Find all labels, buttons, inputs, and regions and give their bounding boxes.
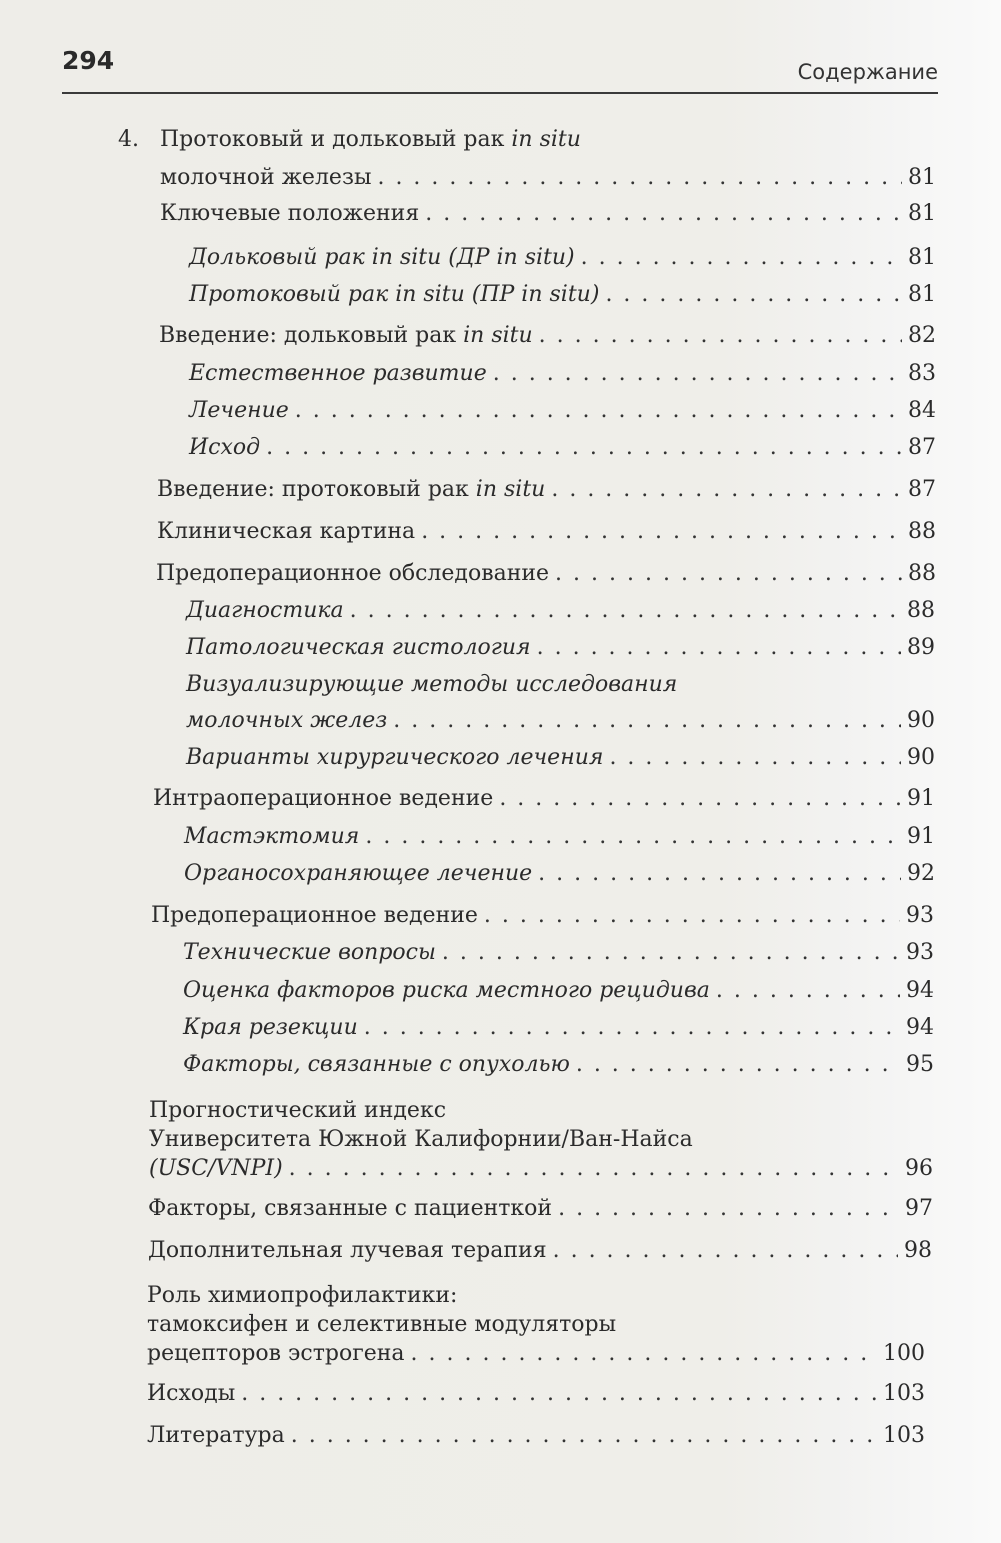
toc-entry-label: Технические вопросы	[183, 940, 436, 965]
toc-entry-chapter[interactable]	[160, 160, 936, 196]
toc-entry-page: 92	[907, 861, 935, 886]
toc-entry-page: 94	[906, 978, 934, 1003]
toc-entry[interactable]	[151, 898, 934, 934]
toc-entry-page: 91	[907, 786, 935, 811]
toc-entry-label: Интраоперационное ведение	[153, 786, 494, 811]
toc-entry-label: Края резекции	[183, 1015, 358, 1040]
dot-leader	[411, 1336, 877, 1372]
label-italic: in situ	[463, 323, 533, 348]
dot-leader	[539, 318, 902, 354]
dot-leader	[605, 277, 902, 313]
toc-entry-label-line2: Университета Южной Калифорнии/Ван-Найса	[149, 1127, 693, 1152]
toc-entry[interactable]	[156, 556, 936, 592]
dot-leader	[499, 781, 901, 817]
toc-entry-page: 81	[908, 165, 936, 190]
toc-entry-page: 100	[883, 1341, 925, 1366]
toc-entry-label: Ключевые положения	[160, 201, 420, 226]
toc-entry-page: 82	[908, 323, 936, 348]
toc-entry-page: 95	[906, 1052, 934, 1077]
dot-leader	[350, 593, 901, 629]
dot-leader	[551, 472, 902, 508]
dot-leader	[558, 1191, 899, 1227]
toc-entry-label-line2: тамоксифен и селективные модуляторы	[147, 1312, 617, 1337]
toc-entry-label: Протоковый рак in situ (ПР in situ)	[189, 282, 600, 307]
toc-entry-label: Органосохраняющее лечение	[184, 861, 533, 886]
dot-leader	[553, 1233, 898, 1269]
toc-entry-page: 89	[907, 635, 935, 660]
toc-entry-label: Исход	[189, 435, 261, 460]
toc-entry-page: 90	[907, 745, 935, 770]
toc-entry[interactable]	[160, 196, 936, 232]
dot-leader	[537, 630, 901, 666]
toc-entry[interactable]	[189, 356, 936, 392]
toc-entry[interactable]	[184, 819, 935, 855]
toc-entry-label: Факторы, связанные с опухолью	[183, 1052, 570, 1077]
toc-entry-label-line1: Роль химиопрофилактики:	[147, 1283, 458, 1308]
chapter-title-prefix: Протоковый и дольковый рак	[160, 127, 512, 152]
toc-entry-label: Варианты хирургического лечения	[186, 745, 604, 770]
page-number: 294	[62, 46, 115, 75]
toc-entry[interactable]	[148, 1233, 932, 1269]
toc-entry-label: Патологическая гистология	[186, 635, 531, 660]
toc-entry-page: 88	[908, 519, 936, 544]
dot-leader	[538, 856, 901, 892]
toc-entry-page: 96	[905, 1156, 933, 1181]
toc-entry[interactable]	[147, 1336, 925, 1372]
dot-leader	[295, 393, 902, 429]
toc-entry[interactable]	[149, 1151, 933, 1187]
toc-entry-label: Естественное развитие	[189, 361, 487, 386]
toc-entry-label: Диагностика	[186, 598, 344, 623]
dot-leader	[576, 1047, 900, 1083]
label-prefix: Введение: дольковый рак	[159, 323, 464, 348]
toc-entry-label: Лечение	[189, 398, 289, 423]
toc-entry[interactable]	[186, 703, 935, 739]
toc-entry[interactable]	[153, 781, 935, 817]
toc-entry-page: 81	[908, 282, 936, 307]
toc-entry-label: Литература	[147, 1423, 285, 1448]
toc-entry[interactable]	[183, 1047, 934, 1083]
dot-leader	[364, 1010, 900, 1046]
toc-entry-page: 87	[908, 435, 936, 460]
toc-entry-page: 83	[908, 361, 936, 386]
dot-leader	[484, 898, 900, 934]
toc-entry[interactable]	[186, 630, 935, 666]
toc-entry[interactable]	[159, 318, 936, 354]
toc-entry[interactable]	[189, 240, 936, 276]
dot-leader	[555, 556, 902, 592]
page-header	[62, 44, 938, 94]
toc-entry[interactable]	[147, 1376, 925, 1412]
dot-leader	[609, 740, 901, 776]
toc-entry-page: 93	[906, 940, 934, 965]
toc-entry-page: 81	[908, 245, 936, 270]
toc-entry-label: Предоперационное ведение	[151, 903, 478, 928]
dot-leader	[365, 819, 901, 855]
toc-entry-page: 93	[906, 903, 934, 928]
toc-entry-page: 103	[883, 1423, 925, 1448]
toc-entry-label: Исходы	[147, 1381, 236, 1406]
dot-leader	[716, 973, 900, 1009]
toc-entry-label: (USC/VNPI)	[149, 1156, 283, 1181]
toc-entry-page: 98	[904, 1238, 932, 1263]
label-prefix: Введение: протоковый рак	[157, 477, 476, 502]
dot-leader	[266, 430, 902, 466]
toc-entry[interactable]	[148, 1191, 933, 1227]
dot-leader	[291, 1418, 877, 1454]
toc-entry[interactable]	[186, 740, 935, 776]
dot-leader	[425, 196, 902, 232]
dot-leader	[289, 1151, 899, 1187]
toc-entry[interactable]	[183, 935, 934, 971]
dot-leader	[393, 703, 901, 739]
toc-entry-label: Факторы, связанные с пациенткой	[148, 1196, 553, 1221]
toc-entry[interactable]	[157, 472, 936, 508]
toc-entry-label-line1: Прогностический индекс	[149, 1098, 447, 1123]
dot-leader	[493, 356, 902, 392]
toc-entry-label	[159, 318, 533, 354]
dot-leader	[442, 935, 900, 971]
toc-entry-label: молочных желез	[186, 708, 388, 733]
toc-entry[interactable]	[184, 856, 935, 892]
toc-entry-label: Предоперационное обследование	[156, 561, 550, 586]
toc-entry[interactable]	[183, 973, 934, 1009]
running-title: Содержание	[797, 60, 938, 84]
toc-entry-page: 97	[905, 1196, 933, 1221]
toc-entry[interactable]	[189, 393, 936, 429]
toc-entry-label: Мастэктомия	[184, 824, 360, 849]
toc-entry-label: рецепторов эстрогена	[147, 1341, 405, 1366]
label-italic: in situ	[475, 477, 546, 502]
toc-entry[interactable]	[147, 1418, 925, 1454]
toc-entry[interactable]	[183, 1010, 934, 1046]
toc-entry-label	[157, 472, 545, 508]
toc-entry-page: 84	[908, 398, 936, 423]
toc-entry-label: Оценка факторов риска местного рецидива	[183, 978, 710, 1003]
toc-entry-page: 90	[907, 708, 935, 733]
toc-entry[interactable]	[189, 430, 936, 466]
toc-entry-page: 88	[908, 561, 936, 586]
toc-entry-page: 91	[907, 824, 935, 849]
toc-entry[interactable]	[157, 514, 936, 550]
toc-entry[interactable]	[189, 277, 936, 313]
toc-entry[interactable]	[186, 593, 935, 629]
chapter-title-italic: in situ	[511, 127, 581, 152]
toc-entry-page: 87	[908, 477, 936, 502]
toc-entry-page: 88	[907, 598, 935, 623]
toc-entry-page: 94	[906, 1015, 934, 1040]
toc-entry-label: Дольковый рак in situ (ДР in situ)	[189, 245, 575, 270]
dot-leader	[421, 514, 902, 550]
dot-leader	[377, 160, 902, 196]
chapter-title-line1	[160, 122, 581, 158]
toc-entry-page: 81	[908, 201, 936, 226]
chapter-number: 4.	[118, 127, 139, 152]
dot-leader	[581, 240, 902, 276]
toc-entry-label: Дополнительная лучевая терапия	[148, 1238, 547, 1263]
toc-entry-label: Клиническая картина	[157, 519, 416, 544]
dot-leader	[241, 1376, 877, 1412]
toc-entry-label: молочной железы	[160, 165, 372, 190]
toc-entry-page: 103	[883, 1381, 925, 1406]
toc-entry-label-line1: Визуализирующие методы исследования	[186, 672, 678, 697]
